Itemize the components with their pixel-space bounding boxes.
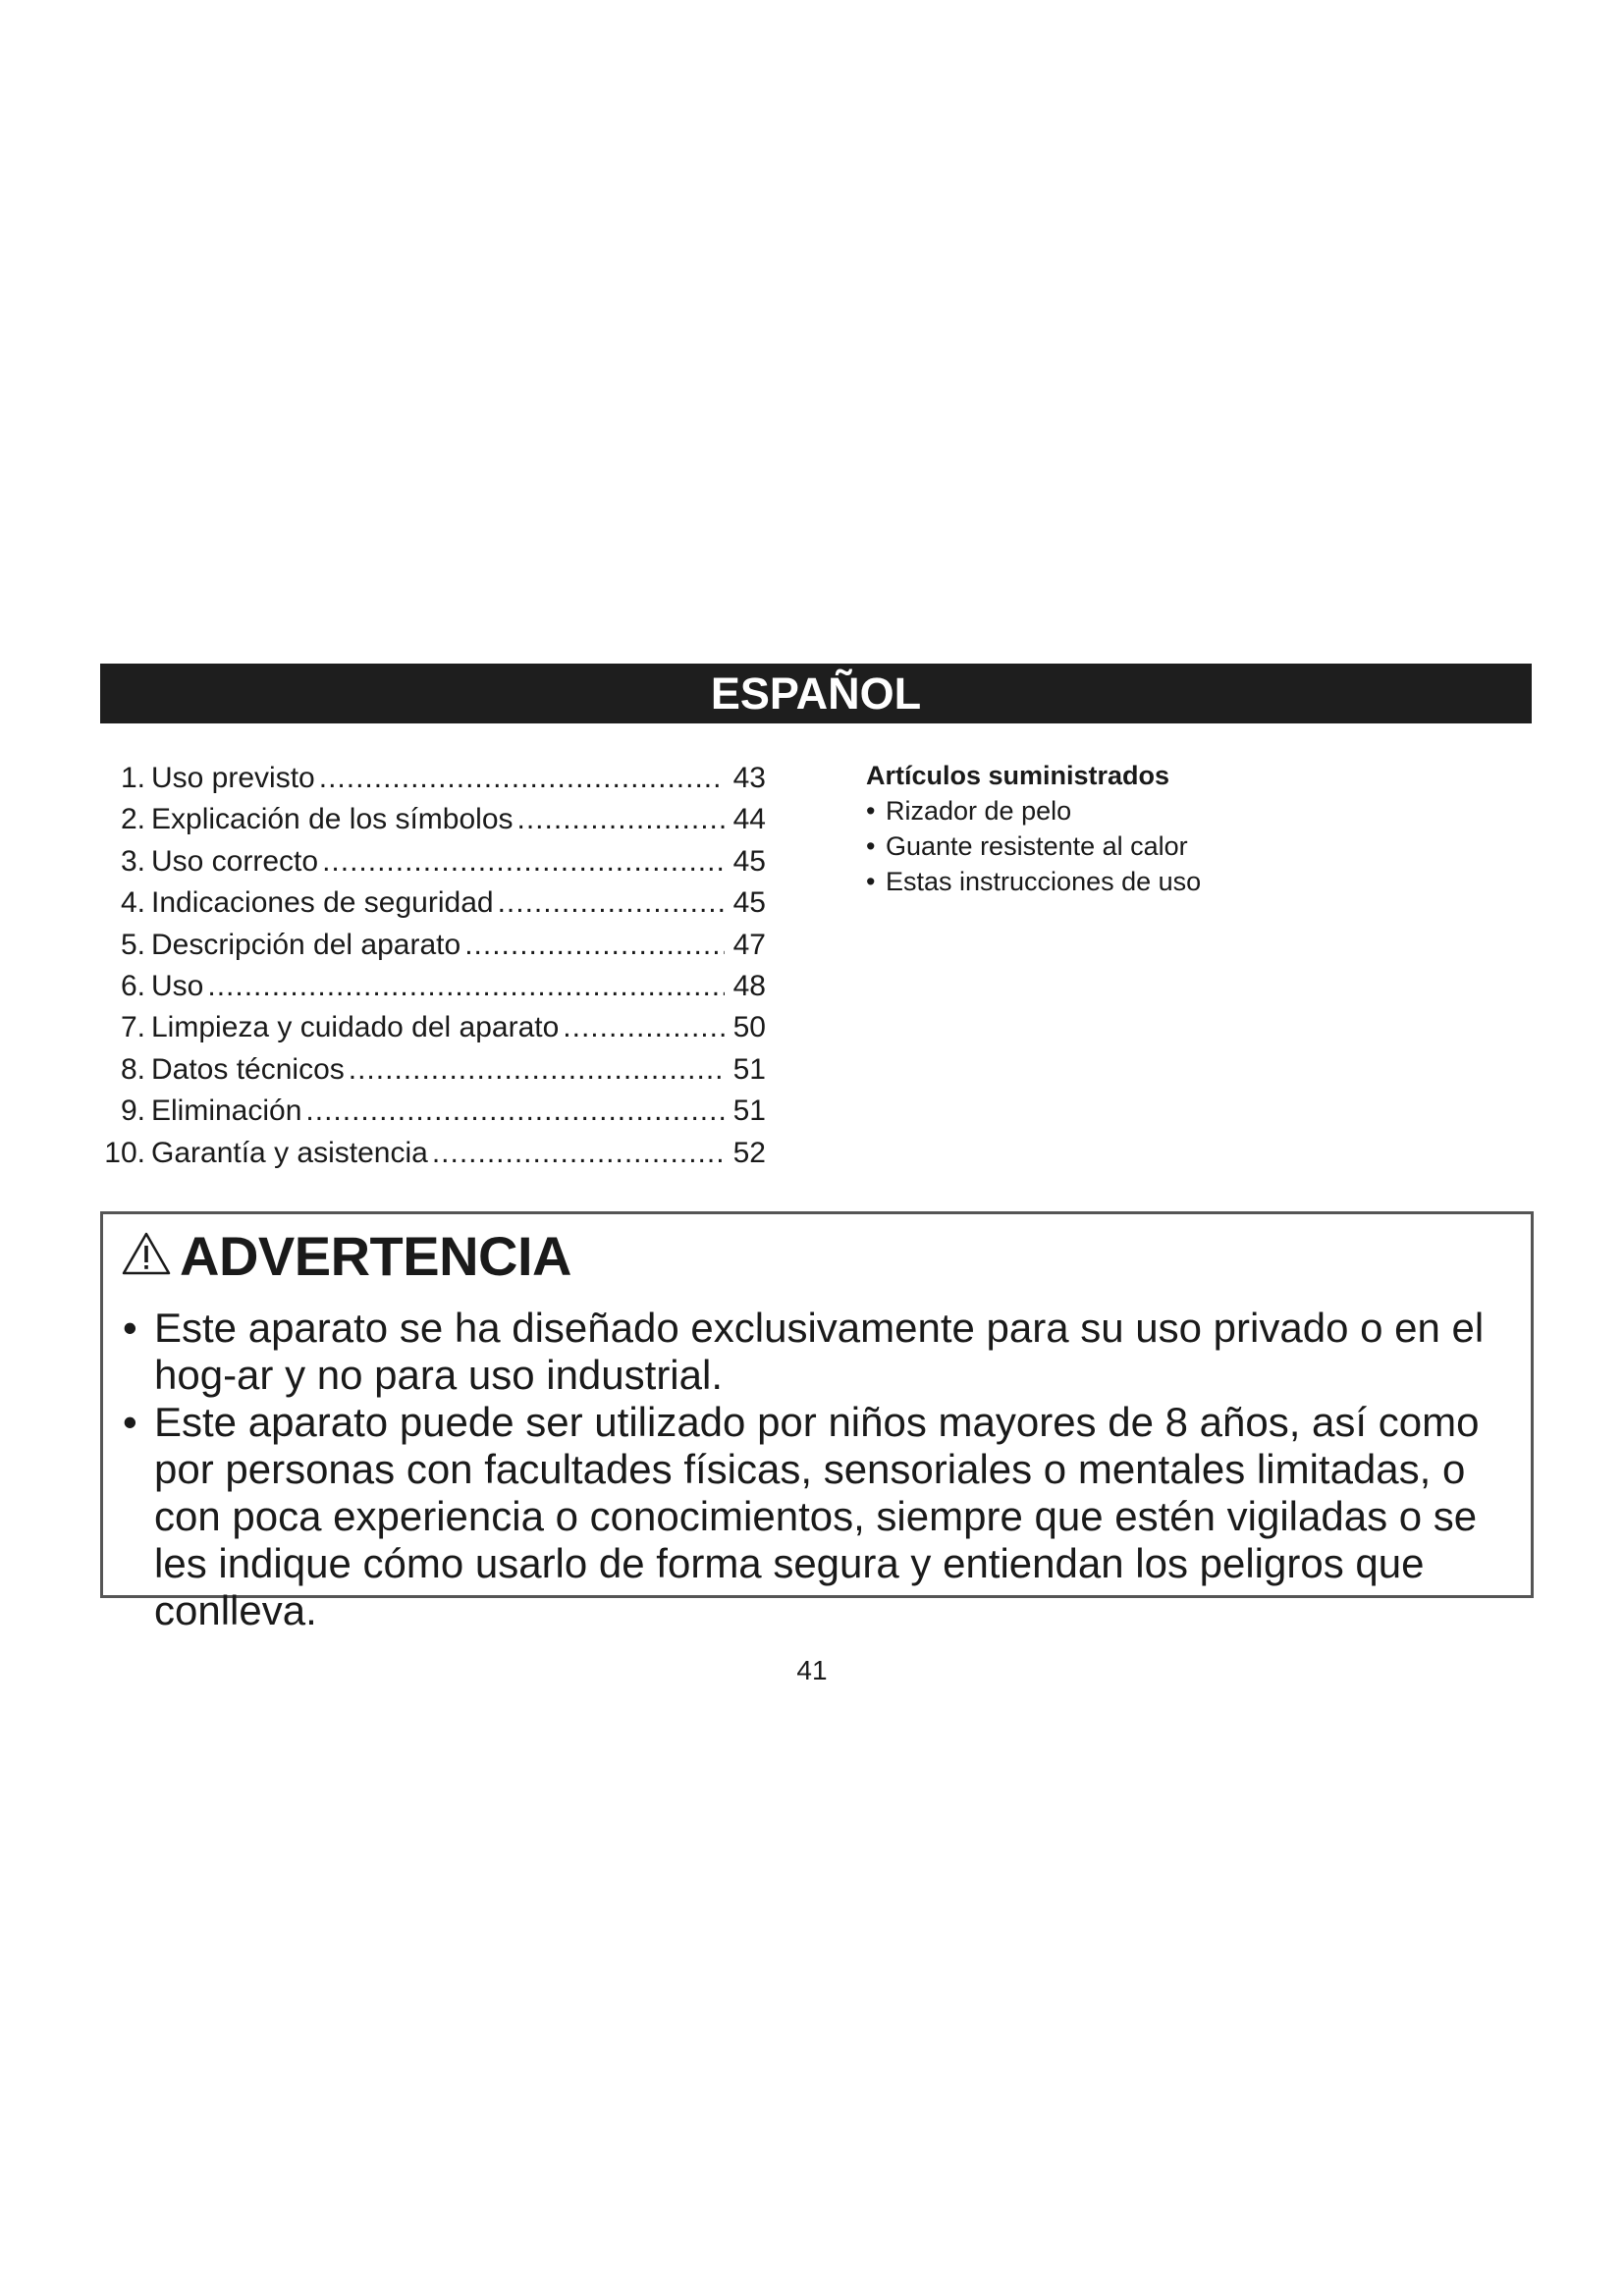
list-item bbox=[123, 1305, 1527, 1399]
list-item bbox=[866, 793, 1475, 828]
toc-leader bbox=[563, 1007, 725, 1048]
toc-entry[interactable] bbox=[98, 925, 766, 966]
bullet-icon: • bbox=[123, 1399, 137, 1445]
toc-page: 45 bbox=[732, 886, 766, 920]
list-item bbox=[123, 1399, 1527, 1634]
toc-page: 52 bbox=[732, 1136, 766, 1169]
toc-page: 51 bbox=[732, 1052, 766, 1086]
toc-leader bbox=[464, 925, 725, 966]
toc-leader bbox=[517, 799, 725, 840]
toc-number: 5. bbox=[120, 928, 145, 961]
list-item-text: Guante resistente al calor bbox=[886, 831, 1188, 861]
warning-text: Este aparato puede ser utilizado por niños mayores de 8 años, así como por personas con facultades físicas, sensoriales o mentales limitadas, o con poca experiencia o conocimientos, siempre que estén vigiladas o se les indique cómo usarlo de forma segura y entiendan los peligros que conlleva. bbox=[154, 1399, 1480, 1633]
toc-title: Datos técnicos bbox=[151, 1052, 345, 1086]
bullet-icon: • bbox=[866, 796, 876, 826]
toc-leader bbox=[319, 758, 725, 799]
toc-number: 9. bbox=[120, 1095, 145, 1128]
toc-entry[interactable] bbox=[98, 1133, 766, 1174]
toc-page: 48 bbox=[732, 970, 766, 1003]
toc-entry[interactable] bbox=[98, 799, 766, 840]
list-item bbox=[866, 864, 1475, 899]
section-header bbox=[100, 664, 1532, 723]
toc-entry[interactable] bbox=[98, 841, 766, 882]
warning-title: ADVERTENCIA bbox=[180, 1225, 571, 1287]
toc-leader bbox=[432, 1133, 725, 1174]
list-item-text: Estas instrucciones de uso bbox=[886, 867, 1202, 896]
toc-number: 1. bbox=[120, 762, 145, 794]
toc-page: 43 bbox=[732, 762, 766, 794]
toc-number: 3. bbox=[120, 844, 145, 878]
toc-leader bbox=[305, 1091, 725, 1132]
toc-number: 2. bbox=[120, 803, 145, 836]
toc-page: 50 bbox=[732, 1011, 766, 1044]
page-number: 41 bbox=[796, 1655, 828, 1685]
toc-title: Uso previsto bbox=[151, 762, 315, 794]
toc-number: 10. bbox=[104, 1136, 145, 1169]
toc-leader bbox=[349, 1049, 725, 1091]
list-item-text: Rizador de pelo bbox=[886, 796, 1072, 826]
bullet-icon: • bbox=[123, 1305, 137, 1351]
toc-title: Eliminación bbox=[151, 1095, 302, 1128]
list-item bbox=[866, 828, 1475, 864]
bullet-icon: • bbox=[866, 831, 876, 861]
toc-number: 7. bbox=[120, 1011, 145, 1044]
toc-title: Uso bbox=[151, 970, 204, 1003]
supplied-title: Artículos suministrados bbox=[866, 761, 1170, 790]
toc-title: Limpieza y cuidado del aparato bbox=[151, 1011, 560, 1044]
warning-box bbox=[100, 1211, 1534, 1633]
warning-header bbox=[121, 1224, 571, 1288]
toc-title: Descripción del aparato bbox=[151, 928, 461, 961]
toc-leader bbox=[207, 966, 725, 1007]
toc-title: Garantía y asistencia bbox=[151, 1136, 428, 1169]
toc-page: 45 bbox=[732, 844, 766, 878]
toc-title: Explicación de los símbolos bbox=[151, 803, 514, 836]
toc-title: Indicaciones de seguridad bbox=[151, 886, 494, 920]
warning-text: Este aparato se ha diseñado exclusivamente para su uso privado o en el hog-ar y no para uso industrial. bbox=[154, 1305, 1485, 1398]
toc-page: 44 bbox=[732, 803, 766, 836]
section-title: ESPAÑOL bbox=[710, 667, 922, 719]
toc-number: 6. bbox=[120, 970, 145, 1003]
warning-triangle-icon bbox=[121, 1231, 172, 1281]
table-of-contents bbox=[98, 758, 766, 1174]
bullet-icon: • bbox=[866, 867, 876, 896]
toc-entry[interactable] bbox=[98, 758, 766, 799]
toc-entry[interactable] bbox=[98, 1007, 766, 1048]
toc-leader bbox=[498, 882, 725, 924]
toc-entry[interactable] bbox=[98, 966, 766, 1007]
warning-list bbox=[123, 1305, 1527, 1634]
toc-title: Uso correcto bbox=[151, 844, 319, 878]
toc-entry[interactable] bbox=[98, 882, 766, 924]
toc-entry[interactable] bbox=[98, 1091, 766, 1132]
toc-entry[interactable] bbox=[98, 1049, 766, 1091]
toc-number: 4. bbox=[120, 886, 145, 920]
toc-page: 51 bbox=[732, 1095, 766, 1128]
toc-page: 47 bbox=[732, 928, 766, 961]
toc-leader bbox=[322, 841, 725, 882]
toc-number: 8. bbox=[120, 1052, 145, 1086]
supplied-items bbox=[866, 758, 1475, 899]
